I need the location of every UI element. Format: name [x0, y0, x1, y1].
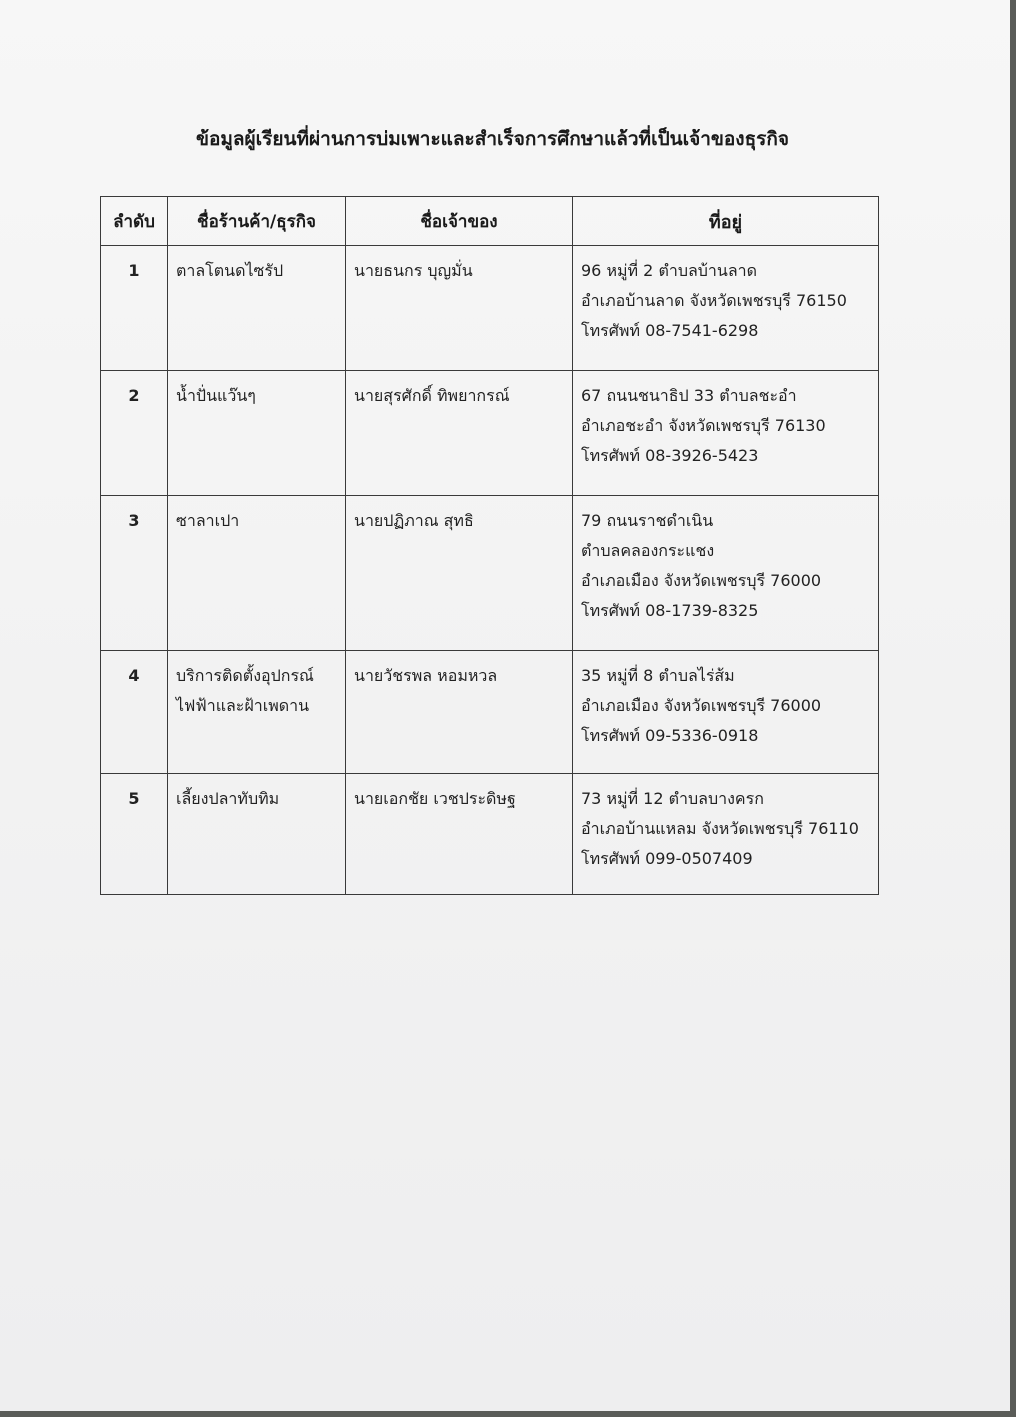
address-line: โทรศัพท์ 09-5336-0918: [581, 726, 759, 745]
table-row: [101, 651, 879, 774]
row-number: 5: [101, 774, 168, 895]
background-edge-right: [1010, 0, 1016, 1417]
business-table: [100, 196, 879, 895]
address-line: อำเภอบ้านแหลม จังหวัดเพชรบุรี 76110: [581, 819, 859, 838]
business-name-line: บริการติดตั้งอุปกรณ์: [176, 666, 314, 685]
business-name: [168, 246, 346, 371]
table-row: [101, 371, 879, 496]
address: [573, 651, 879, 774]
address: [573, 371, 879, 496]
row-number: 2: [101, 371, 168, 496]
header-address: ที่อยู่: [573, 197, 879, 246]
table-row: [101, 496, 879, 651]
row-number: 3: [101, 496, 168, 651]
address-line: 73 หมู่ที่ 12 ตำบลบางครก: [581, 789, 764, 808]
business-name-line: ตาลโตนดไซรัป: [176, 261, 284, 280]
document-title: ข้อมูลผู้เรียนที่ผ่านการบ่มเพาะและสำเร็จการศึกษาแล้วที่เป็นเจ้าของธุรกิจ: [195, 128, 790, 150]
table-header-row: [101, 197, 879, 246]
address-line: อำเภอเมือง จังหวัดเพชรบุรี 76000: [581, 696, 822, 715]
row-number: 4: [101, 651, 168, 774]
address-line: โทรศัพท์ 099-0507409: [581, 849, 753, 868]
address: [573, 774, 879, 895]
address: [573, 246, 879, 371]
address-line: ตำบลคลองกระแชง: [581, 541, 715, 560]
address: [573, 496, 879, 651]
business-name-line: ไฟฟ้าและฝ้าเพดาน: [176, 696, 310, 715]
address-line: 67 ถนนชนาธิป 33 ตำบลชะอำ: [581, 386, 797, 405]
business-name: [168, 774, 346, 895]
table-row: [101, 246, 879, 371]
business-name-line: เลี้ยงปลาทับทิม: [176, 789, 280, 808]
owner-name: นายปฏิภาณ สุทธิ: [346, 496, 573, 651]
owner-name: นายสุรศักดิ์ ทิพยากรณ์: [346, 371, 573, 496]
address-line: โทรศัพท์ 08-7541-6298: [581, 321, 759, 340]
owner-name: นายวัชรพล หอมหวล: [346, 651, 573, 774]
address-line: อำเภอเมือง จังหวัดเพชรบุรี 76000: [581, 571, 822, 590]
background-edge-bottom: [0, 1411, 1016, 1417]
row-number: 1: [101, 246, 168, 371]
header-owner: ชื่อเจ้าของ: [346, 197, 573, 246]
owner-name: นายธนกร บุญมั่น: [346, 246, 573, 371]
header-no: ลำดับ: [101, 197, 168, 246]
address-line: อำเภอบ้านลาด จังหวัดเพชรบุรี 76150: [581, 291, 847, 310]
business-name-line: ซาลาเปา: [176, 511, 240, 530]
address-line: โทรศัพท์ 08-3926-5423: [581, 446, 759, 465]
business-name-line: น้ำปั่นแว๊นๆ: [176, 386, 256, 405]
address-line: 79 ถนนราชดำเนิน: [581, 511, 714, 530]
address-line: 35 หมู่ที่ 8 ตำบลไร่ส้ม: [581, 666, 735, 685]
owner-name: นายเอกชัย เวชประดิษฐ: [346, 774, 573, 895]
business-name: [168, 496, 346, 651]
header-business: ชื่อร้านค้า/ธุรกิจ: [168, 197, 346, 246]
address-line: อำเภอชะอำ จังหวัดเพชรบุรี 76130: [581, 416, 826, 435]
address-line: โทรศัพท์ 08-1739-8325: [581, 601, 759, 620]
address-line: 96 หมู่ที่ 2 ตำบลบ้านลาด: [581, 261, 758, 280]
table-row: [101, 774, 879, 895]
business-name: [168, 371, 346, 496]
business-name: [168, 651, 346, 774]
